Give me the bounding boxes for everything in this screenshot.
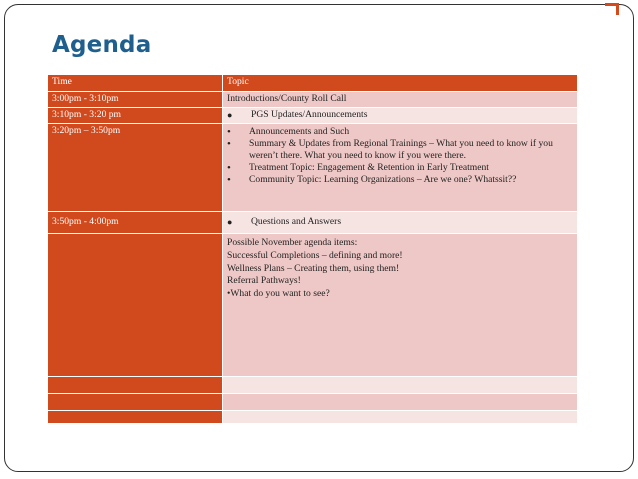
time-cell: 3:50pm - 4:00pm — [48, 212, 223, 234]
table-row — [48, 234, 578, 377]
slide-title: Agenda — [52, 32, 152, 58]
time-column-header: Time — [48, 75, 223, 92]
list-item: ● PGS Updates/Announcements — [227, 109, 573, 121]
topic-cell — [223, 394, 578, 411]
note-line: Referral Pathways! — [227, 275, 301, 287]
table-row — [48, 377, 578, 394]
table-row — [48, 108, 578, 124]
time-cell — [48, 234, 223, 377]
time-cell: 3:10pm - 3:20 pm — [48, 108, 223, 124]
table-row — [48, 212, 578, 234]
topic-cell — [223, 108, 578, 124]
list-item: • Community Topic: Learning Organizations – Are we one? Whatssit?? — [227, 174, 573, 186]
corner-accent — [602, 3, 619, 15]
table-header-row — [48, 75, 578, 92]
topic-cell — [223, 212, 578, 234]
time-cell — [48, 394, 223, 411]
topic-cell — [223, 377, 578, 394]
note-line: Wellness Plans – Creating them, using them! — [227, 262, 400, 274]
time-cell — [48, 411, 223, 424]
topic-cell: Introductions/County Roll Call — [223, 92, 578, 108]
note-line: Successful Completions – defining and more! — [227, 249, 403, 261]
time-cell: 3:00pm - 3:10pm — [48, 92, 223, 108]
topic-cell — [223, 411, 578, 424]
list-item: • Announcements and Such — [227, 126, 573, 138]
table-row — [48, 411, 578, 424]
topic-cell — [223, 124, 578, 212]
list-item: • Summary & Updates from Regional Trainings – What you need to know if you weren’t there. What you need to know if you were there. — [227, 138, 573, 162]
time-cell: 3:20pm – 3:50pm — [48, 124, 223, 212]
list-item: • Treatment Topic: Engagement & Retention in Early Treatment — [227, 162, 573, 174]
list-item: ● Questions and Answers — [227, 216, 573, 228]
notes-cell — [223, 234, 578, 377]
note-line: •What do you want to see? — [227, 288, 330, 300]
topic-column-header: Topic — [223, 75, 578, 92]
agenda-table — [47, 74, 578, 424]
table-row — [48, 124, 578, 212]
note-line: Possible November agenda items: — [227, 237, 358, 248]
time-cell — [48, 377, 223, 394]
table-row — [48, 394, 578, 411]
table-row — [48, 92, 578, 108]
